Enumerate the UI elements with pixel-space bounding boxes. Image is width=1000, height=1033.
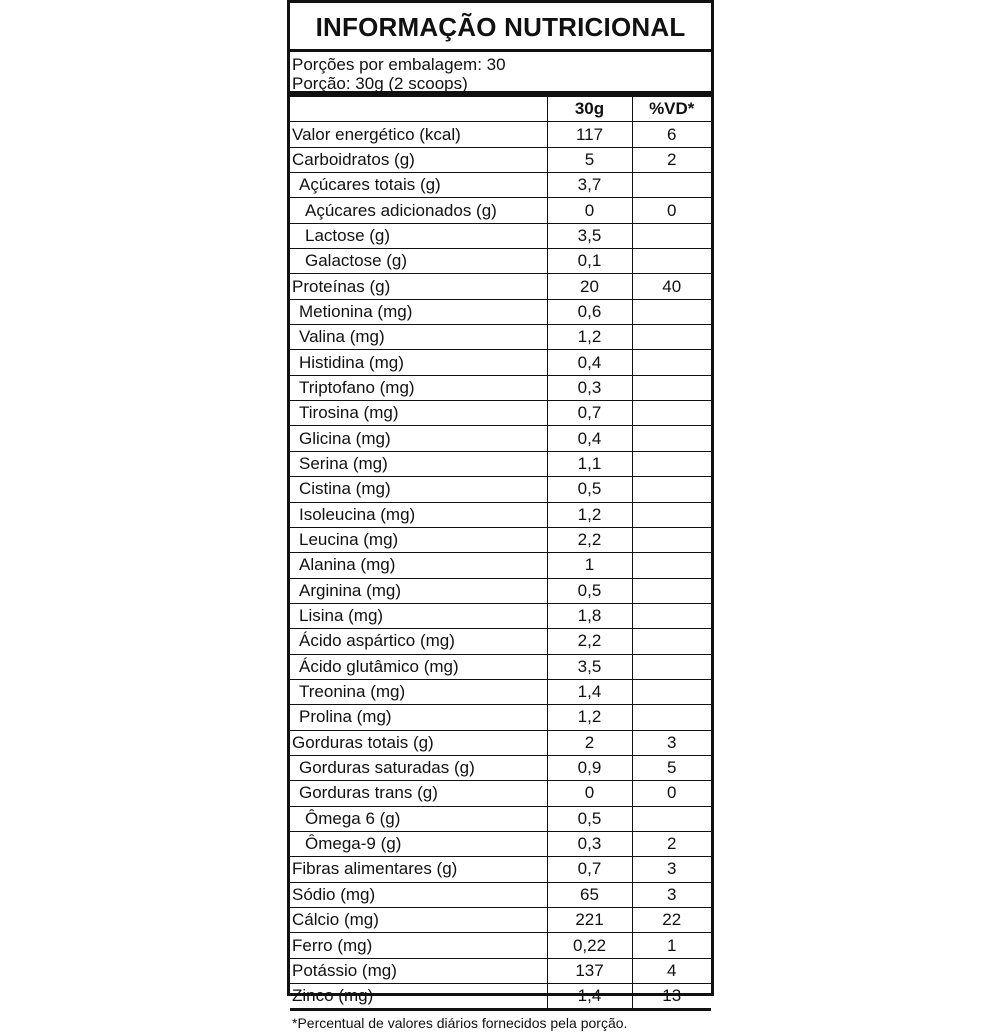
nutrient-name: Gorduras totais (g) [290,730,547,755]
header-blank-cell [290,97,547,122]
nutrient-amount: 1,2 [547,705,632,730]
nutrient-amount: 0,3 [547,375,632,400]
nutrient-daily-value [632,553,711,578]
nutrient-daily-value [632,679,711,704]
table-row [290,375,711,400]
nutrient-daily-value: 3 [632,730,711,755]
nutrition-facts-label [287,0,714,1032]
nutrient-name: Valina (mg) [290,325,547,350]
nutrient-daily-value [632,223,711,248]
nutrient-name: Ômega 6 (g) [290,806,547,831]
nutrient-name: Ferro (mg) [290,933,547,958]
nutrient-amount: 0 [547,781,632,806]
nutrient-amount: 20 [547,274,632,299]
nutrient-name: Sódio (mg) [290,882,547,907]
table-row [290,755,711,780]
nutrient-name: Proteínas (g) [290,274,547,299]
nutrient-name: Serina (mg) [290,451,547,476]
nutrient-amount: 137 [547,958,632,983]
nutrient-name: Gorduras trans (g) [290,781,547,806]
table-row [290,730,711,755]
nutrient-amount: 0,5 [547,578,632,603]
nutrient-name: Metionina (mg) [290,299,547,324]
nutrient-daily-value: 13 [632,984,711,1010]
table-row [290,603,711,628]
table-row [290,527,711,552]
table-row [290,958,711,983]
table-row [290,502,711,527]
nutrient-amount: 1,4 [547,984,632,1010]
nutrient-amount: 2,2 [547,629,632,654]
nutrient-name: Ácido glutâmico (mg) [290,654,547,679]
nutrient-amount: 0,7 [547,401,632,426]
nutrient-daily-value: 4 [632,958,711,983]
nutrient-amount: 1,4 [547,679,632,704]
nutrient-daily-value: 5 [632,755,711,780]
nutrient-daily-value: 22 [632,908,711,933]
nutrient-amount: 1 [547,553,632,578]
table-row [290,553,711,578]
nutrient-name: Arginina (mg) [290,578,547,603]
table-row [290,933,711,958]
nutrient-name: Fibras alimentares (g) [290,857,547,882]
table-row [290,451,711,476]
nutrient-daily-value [632,654,711,679]
nutrient-name: Prolina (mg) [290,705,547,730]
table-row [290,857,711,882]
nutrient-amount: 1,8 [547,603,632,628]
table-row [290,299,711,324]
nutrition-table [290,97,711,1011]
nutrient-name: Leucina (mg) [290,527,547,552]
nutrient-daily-value [632,578,711,603]
nutrient-name: Zinco (mg) [290,984,547,1010]
nutrient-daily-value: 2 [632,831,711,856]
nutrient-amount: 0 [547,198,632,223]
nutrient-name: Açúcares adicionados (g) [290,198,547,223]
nutrient-amount: 1,1 [547,451,632,476]
nutrient-daily-value [632,401,711,426]
nutrient-daily-value: 3 [632,882,711,907]
nutrient-amount: 0,1 [547,249,632,274]
table-row [290,122,711,147]
nutrient-amount: 3,7 [547,173,632,198]
nutrient-daily-value [632,527,711,552]
nutrient-daily-value: 2 [632,147,711,172]
nutrient-daily-value [632,806,711,831]
nutrient-daily-value [632,249,711,274]
nutrient-amount: 0,6 [547,299,632,324]
nutrient-name: Carboidratos (g) [290,147,547,172]
portion-info [290,52,711,97]
table-row [290,274,711,299]
nutrient-daily-value: 40 [632,274,711,299]
nutrient-amount: 0,7 [547,857,632,882]
nutrient-daily-value [632,173,711,198]
nutrient-name: Ômega-9 (g) [290,831,547,856]
nutrient-amount: 0,5 [547,477,632,502]
nutrient-daily-value [632,477,711,502]
nutrient-amount: 117 [547,122,632,147]
nutrient-amount: 3,5 [547,654,632,679]
nutrient-daily-value [632,426,711,451]
table-row [290,679,711,704]
nutrient-amount: 0,4 [547,350,632,375]
nutrient-amount: 1,2 [547,502,632,527]
table-row [290,350,711,375]
nutrient-amount: 0,22 [547,933,632,958]
nutrient-name: Tirosina (mg) [290,401,547,426]
nutrient-name: Glicina (mg) [290,426,547,451]
nutrient-name: Ácido aspártico (mg) [290,629,547,654]
nutrient-name: Lisina (mg) [290,603,547,628]
table-row [290,806,711,831]
table-row [290,147,711,172]
nutrient-amount: 1,2 [547,325,632,350]
footnote: *Percentual de valores diários fornecidos pela porção. [292,1015,628,1032]
table-row [290,908,711,933]
nutrient-amount: 5 [547,147,632,172]
nutrient-daily-value [632,629,711,654]
nutrient-daily-value: 0 [632,781,711,806]
nutrient-name: Valor energético (kcal) [290,122,547,147]
nutrient-name: Potássio (mg) [290,958,547,983]
nutrient-name: Lactose (g) [290,223,547,248]
nutrient-name: Galactose (g) [290,249,547,274]
header-amount: 30g [547,97,632,122]
nutrient-amount: 0,4 [547,426,632,451]
nutrient-name: Gorduras saturadas (g) [290,755,547,780]
nutrient-daily-value [632,502,711,527]
table-header-row [290,97,711,122]
header-daily-value: %VD* [632,97,711,122]
table-row [290,173,711,198]
table-row [290,223,711,248]
nutrient-name: Triptofano (mg) [290,375,547,400]
nutrient-amount: 0,5 [547,806,632,831]
table-row [290,325,711,350]
nutrient-daily-value: 6 [632,122,711,147]
table-row [290,705,711,730]
table-row [290,781,711,806]
portion-size: Porção: 30g (2 scoops) [292,74,468,93]
nutrient-daily-value [632,705,711,730]
table-row [290,249,711,274]
table-row [290,477,711,502]
servings-per-package: Porções por embalagem: 30 [292,55,506,74]
nutrient-daily-value: 1 [632,933,711,958]
nutrient-amount: 2 [547,730,632,755]
table-row [290,984,711,1010]
nutrient-amount: 65 [547,882,632,907]
nutrient-daily-value [632,375,711,400]
nutrient-amount: 0,9 [547,755,632,780]
nutrient-amount: 2,2 [547,527,632,552]
nutrient-daily-value [632,350,711,375]
nutrient-amount: 221 [547,908,632,933]
table-row [290,198,711,223]
table-row [290,654,711,679]
table-row [290,401,711,426]
nutrient-daily-value [632,451,711,476]
nutrient-name: Açúcares totais (g) [290,173,547,198]
nutrient-name: Histidina (mg) [290,350,547,375]
nutrient-daily-value: 0 [632,198,711,223]
label-title: INFORMAÇÃO NUTRICIONAL [290,3,711,52]
table-row [290,426,711,451]
nutrient-amount: 0,3 [547,831,632,856]
nutrient-name: Alanina (mg) [290,553,547,578]
nutrient-daily-value [632,299,711,324]
nutrient-rows [290,122,711,1010]
table-row [290,831,711,856]
table-row [290,578,711,603]
nutrient-name: Cálcio (mg) [290,908,547,933]
table-row [290,629,711,654]
nutrient-daily-value: 3 [632,857,711,882]
nutrient-amount: 3,5 [547,223,632,248]
nutrient-name: Treonina (mg) [290,679,547,704]
nutrient-name: Isoleucina (mg) [290,502,547,527]
nutrient-daily-value [632,603,711,628]
table-row [290,882,711,907]
nutrient-daily-value [632,325,711,350]
nutrient-name: Cistina (mg) [290,477,547,502]
